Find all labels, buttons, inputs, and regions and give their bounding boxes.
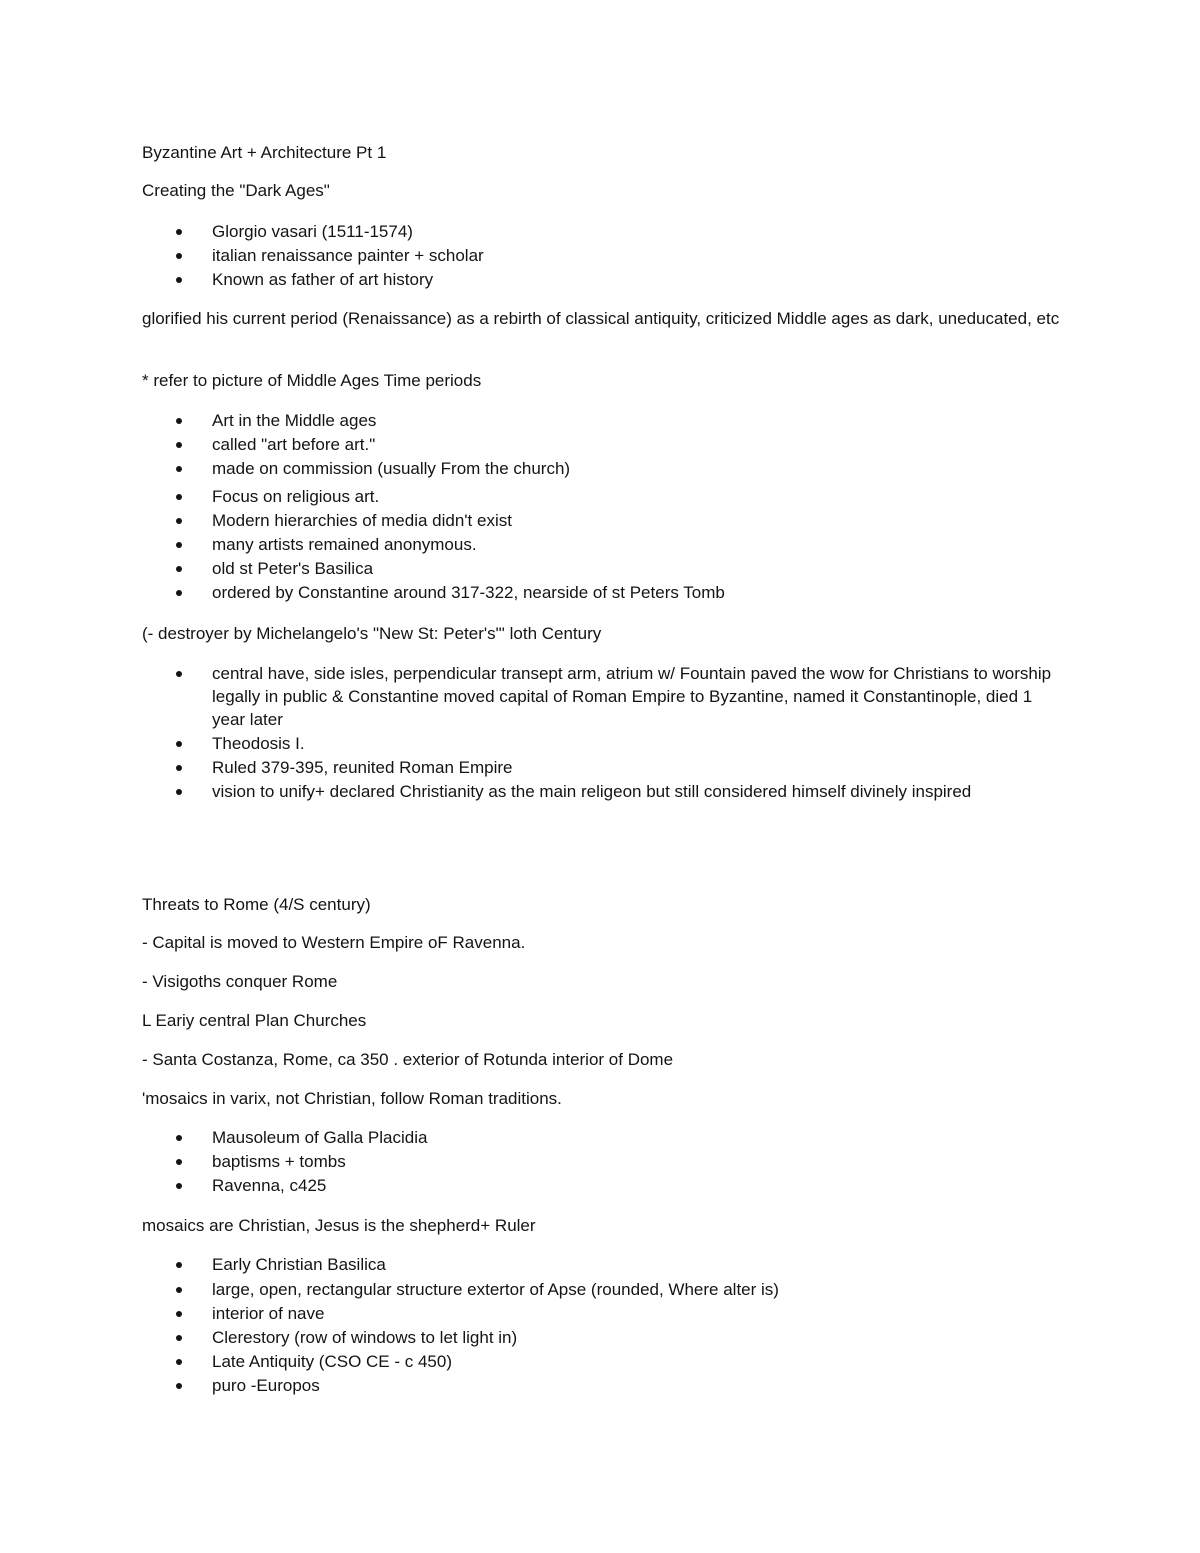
list-item: italian renaissance painter + scholar: [142, 244, 1062, 268]
bullet-list-middle-ages: [142, 409, 1062, 605]
list-item: Late Antiquity (CSO CE - c 450): [142, 1350, 1062, 1374]
list-item: called "art before art.": [142, 433, 1062, 457]
paragraph-glorified: glorified his current period (Renaissance) as a rebirth of classical antiquity, criticized Middle ages as dark, uneducated, etc: [142, 309, 1060, 328]
paragraph-early-central: L Eariy central Plan Churches: [142, 1011, 367, 1030]
paragraph-visigoths: - Visigoths conquer Rome: [142, 972, 338, 991]
bullet-list-constantine: [142, 662, 1062, 804]
list-item: Clerestory (row of windows to let light in): [142, 1326, 1062, 1350]
bullet-list-basilica: [142, 1253, 1062, 1398]
list-item: central have, side isles, perpendicular transept arm, atrium w/ Fountain paved the wow for Christians to worship legally in public & Constantine moved capital of Roman Empire to Byzantine, named it Constantinople, died 1 year later: [142, 662, 1062, 731]
paragraph-capital: - Capital is moved to Western Empire oF Ravenna.: [142, 933, 526, 952]
list-item: Art in the Middle ages: [142, 409, 1062, 433]
list-item: Mausoleum of Galla Placidia: [142, 1126, 1062, 1150]
list-item: Ravenna, c425: [142, 1174, 1062, 1198]
paragraph-threats: Threats to Rome (4/S century): [142, 895, 371, 914]
bullet-list-galla-placidia: [142, 1126, 1062, 1198]
list-item: Modern hierarchies of media didn't exist: [142, 509, 1062, 533]
list-item: baptisms + tombs: [142, 1150, 1062, 1174]
paragraph-santa-costanza: - Santa Costanza, Rome, ca 350 . exterior of Rotunda interior of Dome: [142, 1050, 674, 1069]
list-item: Early Christian Basilica: [142, 1253, 1062, 1277]
list-item: many artists remained anonymous.: [142, 533, 1062, 557]
paragraph-mosaics-christian: mosaics are Christian, Jesus is the shepherd+ Ruler: [142, 1216, 536, 1235]
document-title: Byzantine Art + Architecture Pt 1: [142, 143, 387, 162]
paragraph-mosaics-roman: 'mosaics in varix, not Christian, follow Roman traditions.: [142, 1089, 562, 1108]
list-item: large, open, rectangular structure extertor of Apse (rounded, Where alter is): [142, 1278, 1062, 1302]
list-item: puro -Europos: [142, 1374, 1062, 1398]
list-item: Known as father of art history: [142, 268, 1062, 292]
list-item: vision to unify+ declared Christianity as the main religeon but still considered himself divinely inspired: [142, 780, 1062, 804]
list-item: ordered by Constantine around 317-322, nearside of st Peters Tomb: [142, 581, 1062, 605]
list-item: Theodosis I.: [142, 732, 1062, 756]
bullet-list-vasari: [142, 220, 1062, 292]
list-item: old st Peter's Basilica: [142, 557, 1062, 581]
list-item: interior of nave: [142, 1302, 1062, 1326]
list-item: Focus on religious art.: [142, 485, 1062, 509]
list-item: Glorgio vasari (1511-1574): [142, 220, 1062, 244]
list-item: made on commission (usually From the church): [142, 457, 1062, 481]
paragraph-refer: * refer to picture of Middle Ages Time periods: [142, 371, 482, 390]
paragraph-destroyer: (- destroyer by Michelangelo's "New St: Peter's"' loth Century: [142, 624, 602, 643]
section-heading-dark-ages: Creating the "Dark Ages": [142, 181, 330, 200]
list-item: Ruled 379-395, reunited Roman Empire: [142, 756, 1062, 780]
